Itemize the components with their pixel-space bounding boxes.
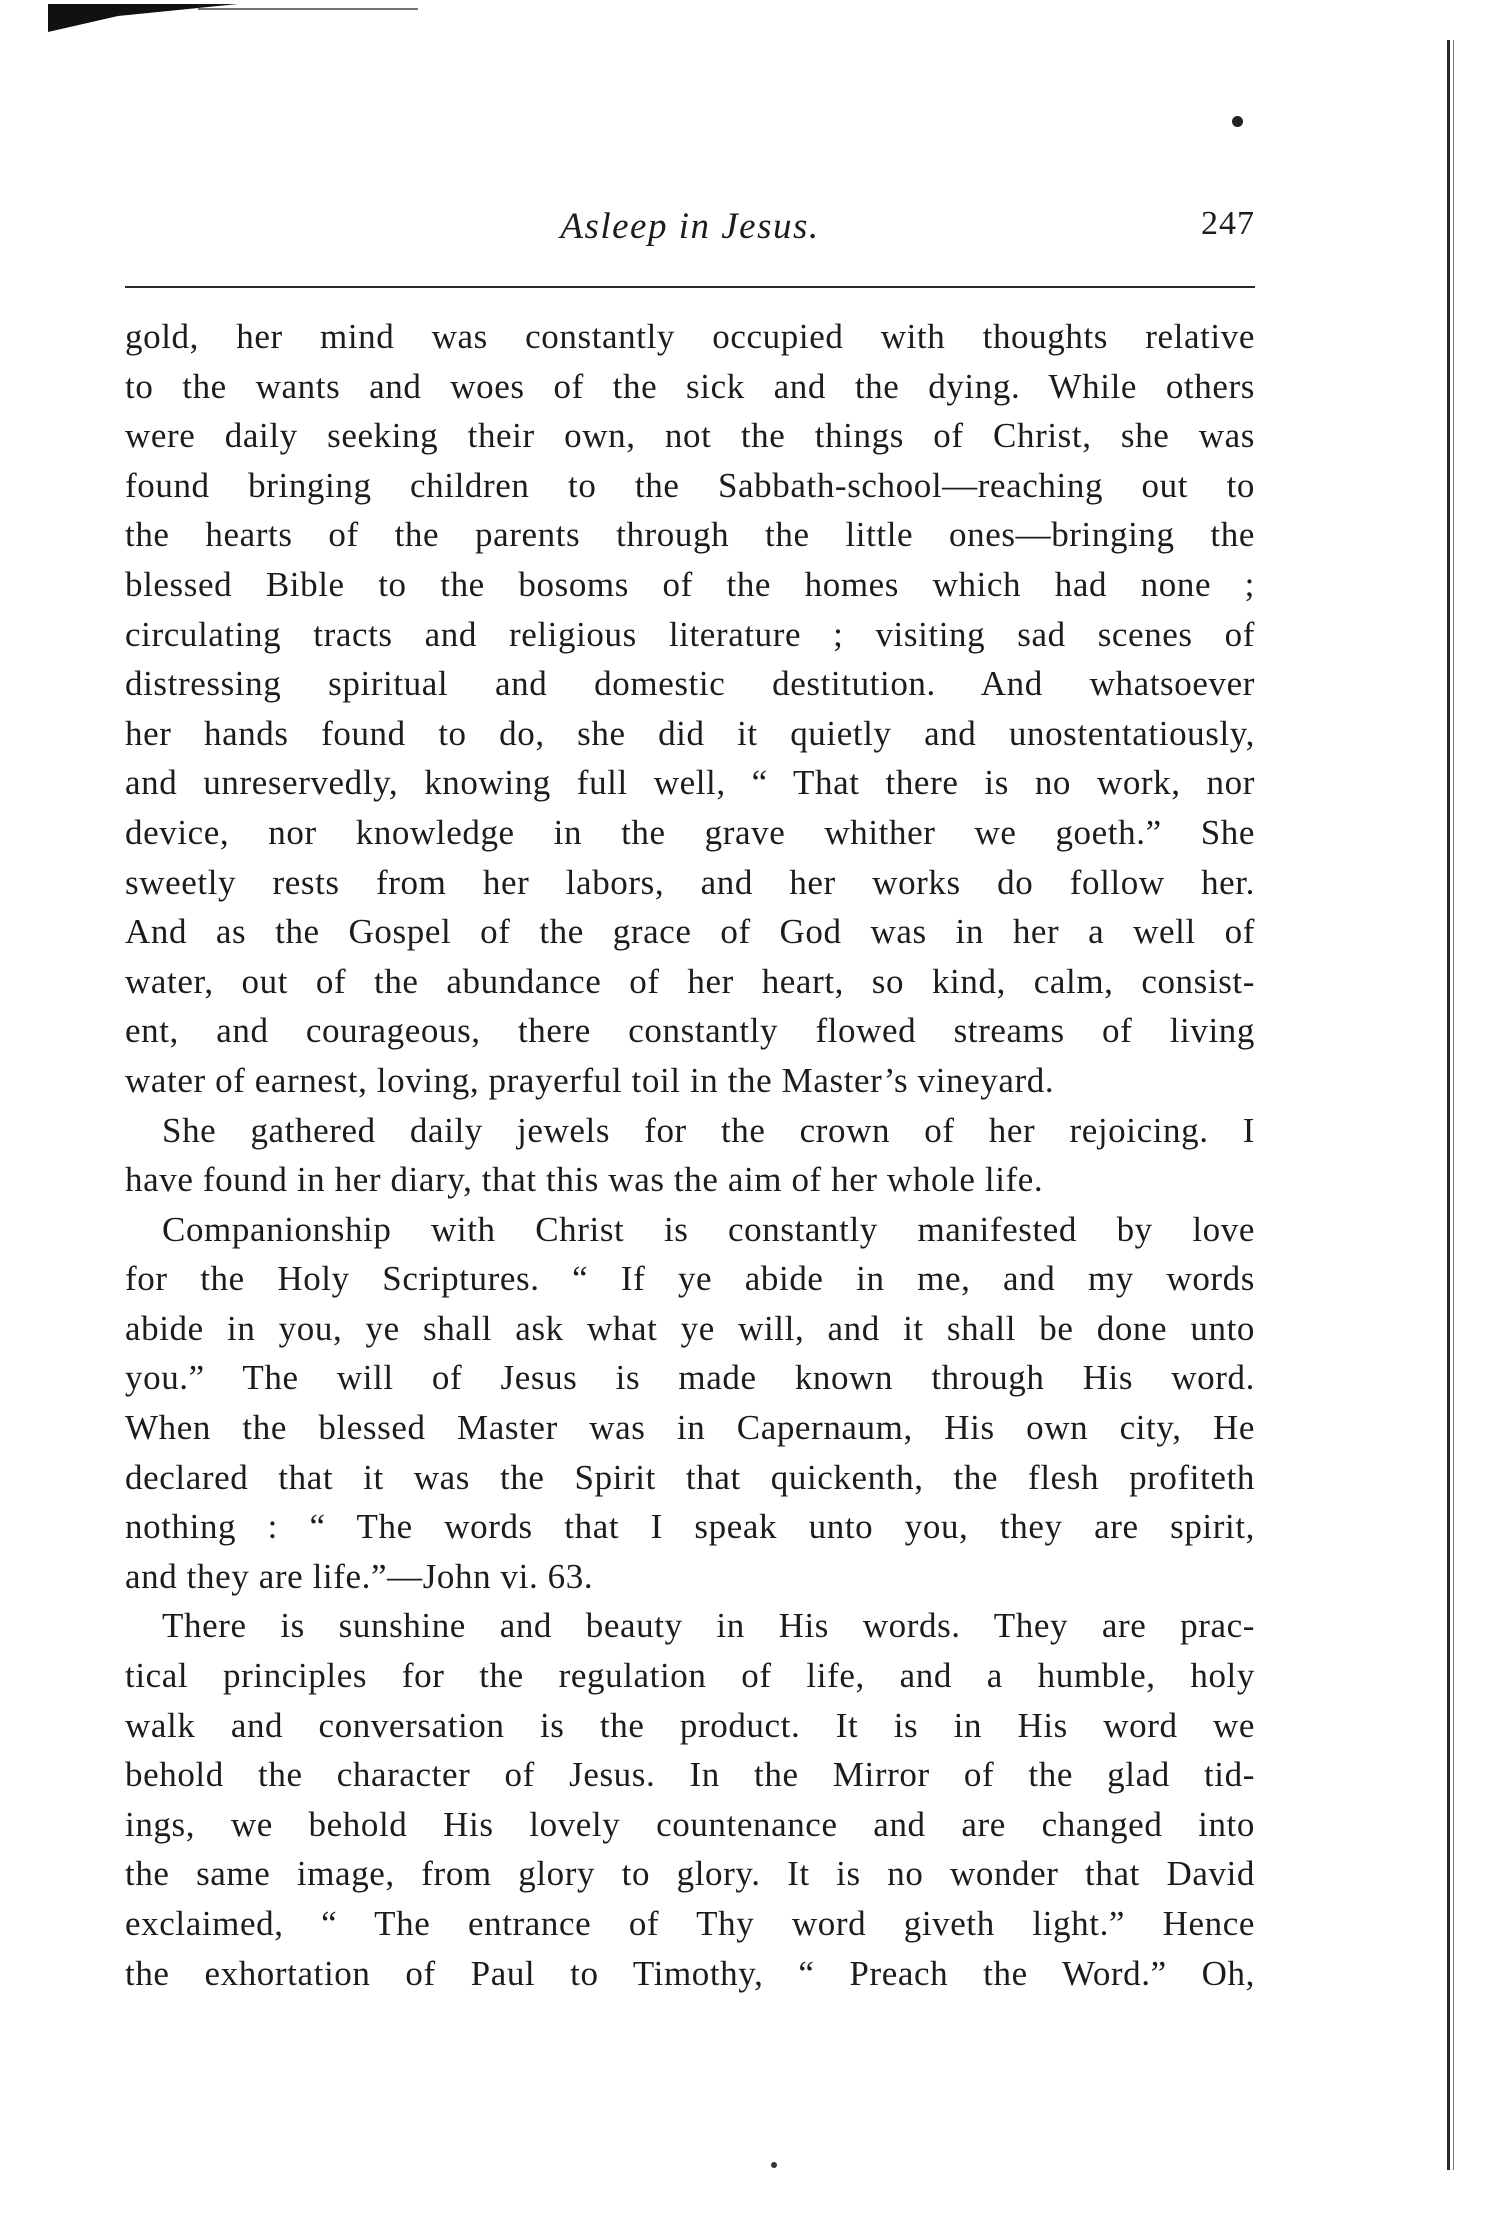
running-head (125, 205, 1255, 275)
text-line: exclaimed, “ The entrance of Thy word giveth light.” Hence (125, 1904, 1255, 1943)
text-line: and unreservedly, knowing full well, “ That there is no work, nor (125, 763, 1255, 803)
text-line: Companionship with Christ is constantly manifested by love (162, 1209, 1255, 1249)
text-line: abide in you, ye shall ask what ye will, and it shall be done unto (125, 1308, 1255, 1348)
text-line: her hands found to do, she did it quietly and unostentatiously, (125, 713, 1255, 753)
text-line: circulating tracts and religious literature ; visiting sad scenes of (125, 614, 1255, 654)
header-rule (125, 286, 1255, 288)
page-number: 247 (1201, 205, 1255, 242)
text-line: blessed Bible to the bosoms of the homes which had none ; (125, 564, 1255, 604)
text-line: There is sunshine and beauty in His words. They are prac- (162, 1606, 1255, 1646)
text-line: and they are life.”—John vi. 63. (125, 1556, 594, 1596)
running-title: Asleep in Jesus. (560, 206, 820, 247)
text-line: ings, we behold His lovely countenance and are changed into (125, 1804, 1255, 1844)
text-line: water, out of the abundance of her heart, so kind, calm, consist- (125, 961, 1255, 1001)
text-line: walk and conversation is the product. It is in His word we (125, 1705, 1255, 1745)
text-line: behold the character of Jesus. In the Mirror of the glad tid- (125, 1755, 1255, 1795)
paragraph-2 (125, 1106, 1255, 1205)
text-line: found bringing children to the Sabbath-school—reaching out to (125, 465, 1255, 505)
margin-dot (1232, 116, 1243, 127)
text-line: the hearts of the parents through the little ones—bringing the (125, 515, 1255, 555)
paragraph-4 (125, 1601, 1255, 1998)
text-line: device, nor knowledge in the grave whither we goeth.” She (125, 812, 1255, 852)
paragraph-3 (125, 1205, 1255, 1602)
text-line: distressing spiritual and domestic destitution. And whatsoever (125, 664, 1255, 704)
text-line: for the Holy Scriptures. “ If ye abide in me, and my words (125, 1259, 1255, 1299)
text-line: nothing : “ The words that I speak unto you, they are spirit, (125, 1507, 1255, 1547)
text-line: When the blessed Master was in Capernaum, His own city, He (125, 1408, 1255, 1448)
paragraph-1 (125, 312, 1255, 1106)
text-line: water of earnest, loving, prayerful toil in the Master’s vineyard. (125, 1060, 1055, 1100)
page-edge-line (1447, 40, 1450, 2170)
page-edge-shadow (1453, 40, 1454, 2170)
body-text (125, 312, 1255, 1998)
text-line: sweetly rests from her labors, and her works do follow her. (125, 862, 1255, 902)
text-line: declared that it was the Spirit that quickenth, the flesh profiteth (125, 1457, 1255, 1497)
text-line: ent, and courageous, there constantly flowed streams of living (125, 1011, 1255, 1051)
text-line: And as the Gospel of the grace of God was in her a well of (125, 912, 1255, 952)
text-line: were daily seeking their own, not the things of Christ, she was (125, 416, 1255, 456)
text-line: have found in her diary, that this was the aim of her whole life. (125, 1160, 1044, 1200)
text-line: to the wants and woes of the sick and the dying. While others (125, 366, 1255, 406)
text-line: you.” The will of Jesus is made known through His word. (125, 1358, 1255, 1398)
text-line: tical principles for the regulation of life, and a humble, holy (125, 1656, 1255, 1696)
text-line: She gathered daily jewels for the crown of her rejoicing. I (162, 1110, 1255, 1150)
foot-dot (771, 2162, 777, 2168)
text-line: the same image, from glory to glory. It is no wonder that David (125, 1854, 1255, 1894)
text-line: the exhortation of Paul to Timothy, “ Preach the Word.” Oh, (125, 1953, 1255, 1993)
corner-printer-mark (48, 0, 418, 46)
text-line: gold, her mind was constantly occupied with thoughts relative (125, 317, 1255, 356)
